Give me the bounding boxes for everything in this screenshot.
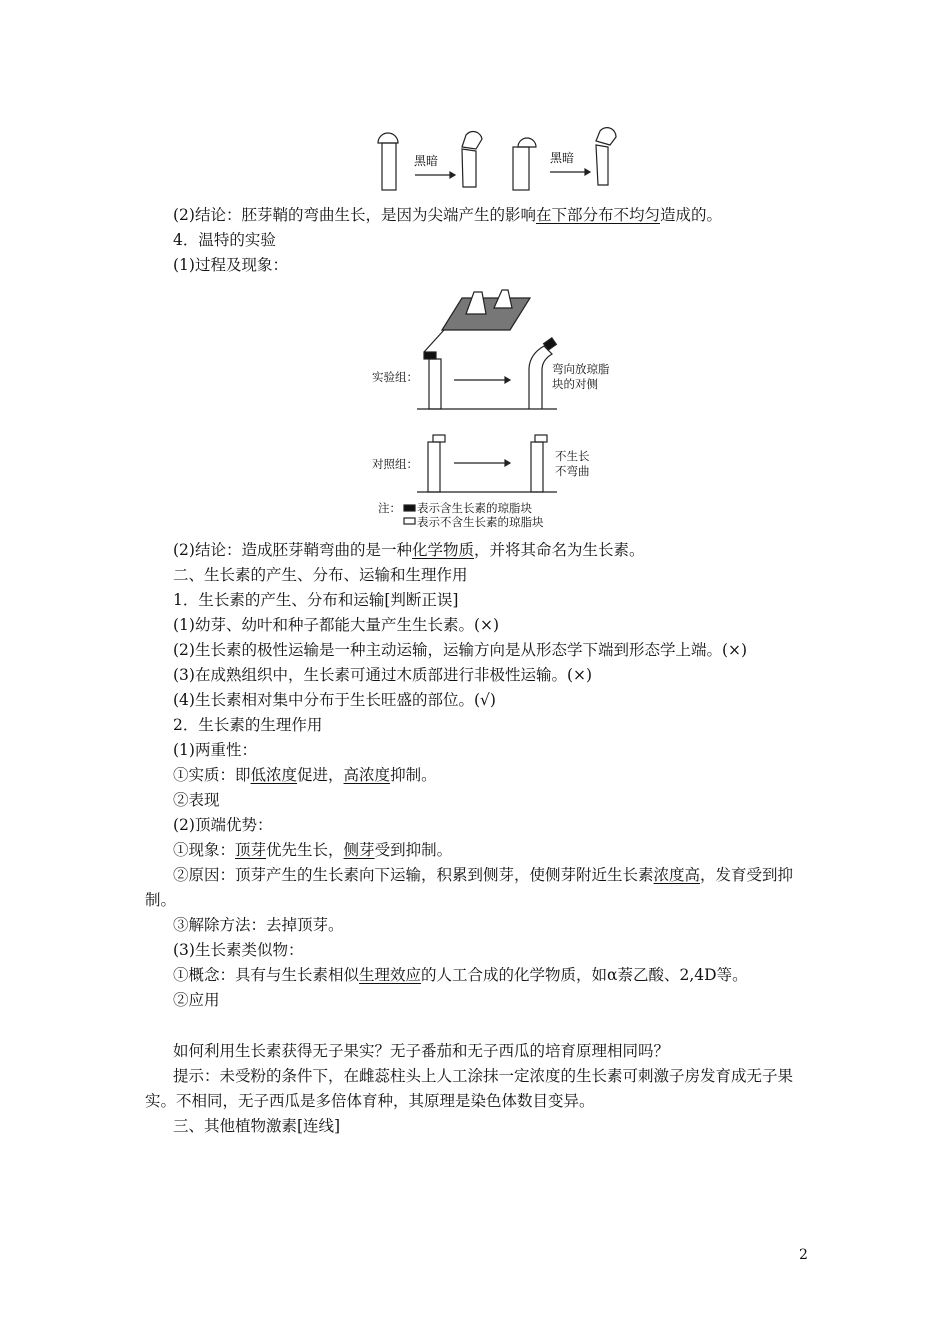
paragraph (145, 1114, 807, 1139)
text-segment: 1．生长素的产生、分布和运输[判断正误] (173, 591, 459, 609)
text-segment: ②原因：顶芽产生的生长素向下运输，积累到侧芽，使侧芽附近生长素 (173, 866, 654, 884)
paragraph (145, 813, 807, 838)
text-segment: 4．温特的实验 (173, 231, 276, 249)
underlined-answer: 顶芽 (235, 841, 267, 859)
text-block-2 (145, 538, 807, 1013)
text-segment: ，发育受到抑制。 (145, 866, 794, 909)
underlined-answer: 在下部分布不均匀 (535, 206, 660, 224)
paragraph (145, 663, 807, 688)
text-segment: ②表现 (173, 791, 220, 809)
paragraph (145, 688, 807, 713)
underlined-answer: 生理效应 (359, 966, 422, 984)
text-segment: ③解除方法：去掉顶芽。 (173, 916, 344, 934)
text-segment: 抑制。 (390, 766, 437, 784)
paragraph (145, 253, 807, 278)
paragraph (145, 563, 807, 588)
text-segment: ，并将其命名为生长素。 (473, 541, 645, 559)
text-segment: (3)生长素类似物： (173, 941, 304, 959)
underlined-answer: 低浓度 (250, 766, 298, 784)
text-segment: ②应用 (173, 991, 220, 1009)
exp-group-label: 实验组： (372, 370, 418, 384)
paragraph (145, 838, 807, 863)
text-segment: (1)幼芽、幼叶和种子都能大量产生生长素。(×) (173, 616, 500, 634)
text-segment: (4)生长素相对集中分布于生长旺盛的部位。(√) (173, 691, 496, 709)
paragraph (145, 738, 807, 763)
figure-went-experiment (362, 288, 642, 536)
paragraph (145, 538, 807, 563)
ctrl-result-2: 不弯曲 (555, 464, 590, 478)
page-number: 2 (799, 1247, 808, 1263)
ctrl-result-1: 不生长 (555, 449, 590, 463)
text-segment: 三、其他植物激素[连线] (173, 1117, 341, 1135)
text-segment: 优先生长， (266, 841, 344, 859)
text-block-3 (145, 1039, 807, 1139)
text-block-1 (145, 203, 807, 278)
paragraph (145, 788, 807, 813)
exp-result-2: 块的对侧 (552, 377, 598, 391)
text-segment: 二、生长素的产生、分布、运输和生理作用 (173, 566, 468, 584)
ctrl-group-label: 对照组： (372, 457, 418, 471)
exp-result-1: 弯向放琼脂 (552, 362, 610, 376)
text-segment: 造成的。 (659, 206, 722, 224)
text-segment: (1)过程及现象： (173, 256, 288, 274)
text-segment: (3)在成熟组织中，生长素可通过木质部进行非极性运输。(×) (173, 666, 593, 684)
paragraph (145, 638, 807, 663)
text-segment: (2)顶端优势： (173, 816, 273, 834)
note-2: 表示不含生长素的琼脂块 (417, 515, 544, 529)
text-segment: ①实质：即 (173, 766, 251, 784)
paragraph (145, 203, 807, 228)
paragraph (145, 963, 807, 988)
paragraph (145, 1039, 807, 1064)
paragraph (145, 1064, 807, 1114)
text-segment: 的人工合成的化学物质，如α萘乙酸、2,4D等。 (421, 966, 748, 984)
figure1-label-dark-1: 黑暗 (414, 154, 439, 168)
underlined-answer: 侧芽 (343, 841, 375, 859)
text-segment: (1)两重性： (173, 741, 257, 759)
text-segment: 如何利用生长素获得无子果实？无子番茄和无子西瓜的培育原理相同吗？ (173, 1042, 670, 1060)
paragraph (145, 613, 807, 638)
paragraph (145, 588, 807, 613)
paragraph (145, 988, 807, 1013)
paragraph (145, 913, 807, 938)
paragraph (145, 863, 807, 913)
text-segment: (2)生长素的极性运输是一种主动运输，运输方向是从形态学下端到形态学上端。(×) (173, 641, 748, 659)
text-segment: 促进， (297, 766, 344, 784)
paragraph (145, 713, 807, 738)
note-1: 表示含生长素的琼脂块 (417, 501, 532, 515)
paragraph (145, 938, 807, 963)
paragraph (145, 763, 807, 788)
underlined-answer: 高浓度 (343, 766, 391, 784)
text-segment: ①概念：具有与生长素相似 (173, 966, 360, 984)
underlined-answer: 浓度高 (653, 866, 701, 884)
text-segment: (2)结论：胚芽鞘的弯曲生长，是因为尖端产生的影响 (173, 206, 536, 224)
text-segment: ①现象： (173, 841, 236, 859)
paragraph (145, 228, 807, 253)
text-segment: 2．生长素的生理作用 (173, 716, 323, 734)
text-segment: 提示：未受粉的条件下，在雌蕊柱头上人工涂抹一定浓度的生长素可刺激子房发育成无子果实。不相同，无子西瓜是多倍体育种，其原理是染色体数目变异。 (145, 1067, 794, 1110)
figure1-label-dark-2: 黑暗 (550, 151, 575, 165)
text-segment: 受到抑制。 (374, 841, 453, 859)
text-segment: (2)结论：造成胚芽鞘弯曲的是一种 (173, 541, 412, 559)
figure-phototropism-dark (370, 125, 620, 195)
note-prefix: 注： (378, 501, 401, 515)
underlined-answer: 化学物质 (411, 541, 474, 559)
